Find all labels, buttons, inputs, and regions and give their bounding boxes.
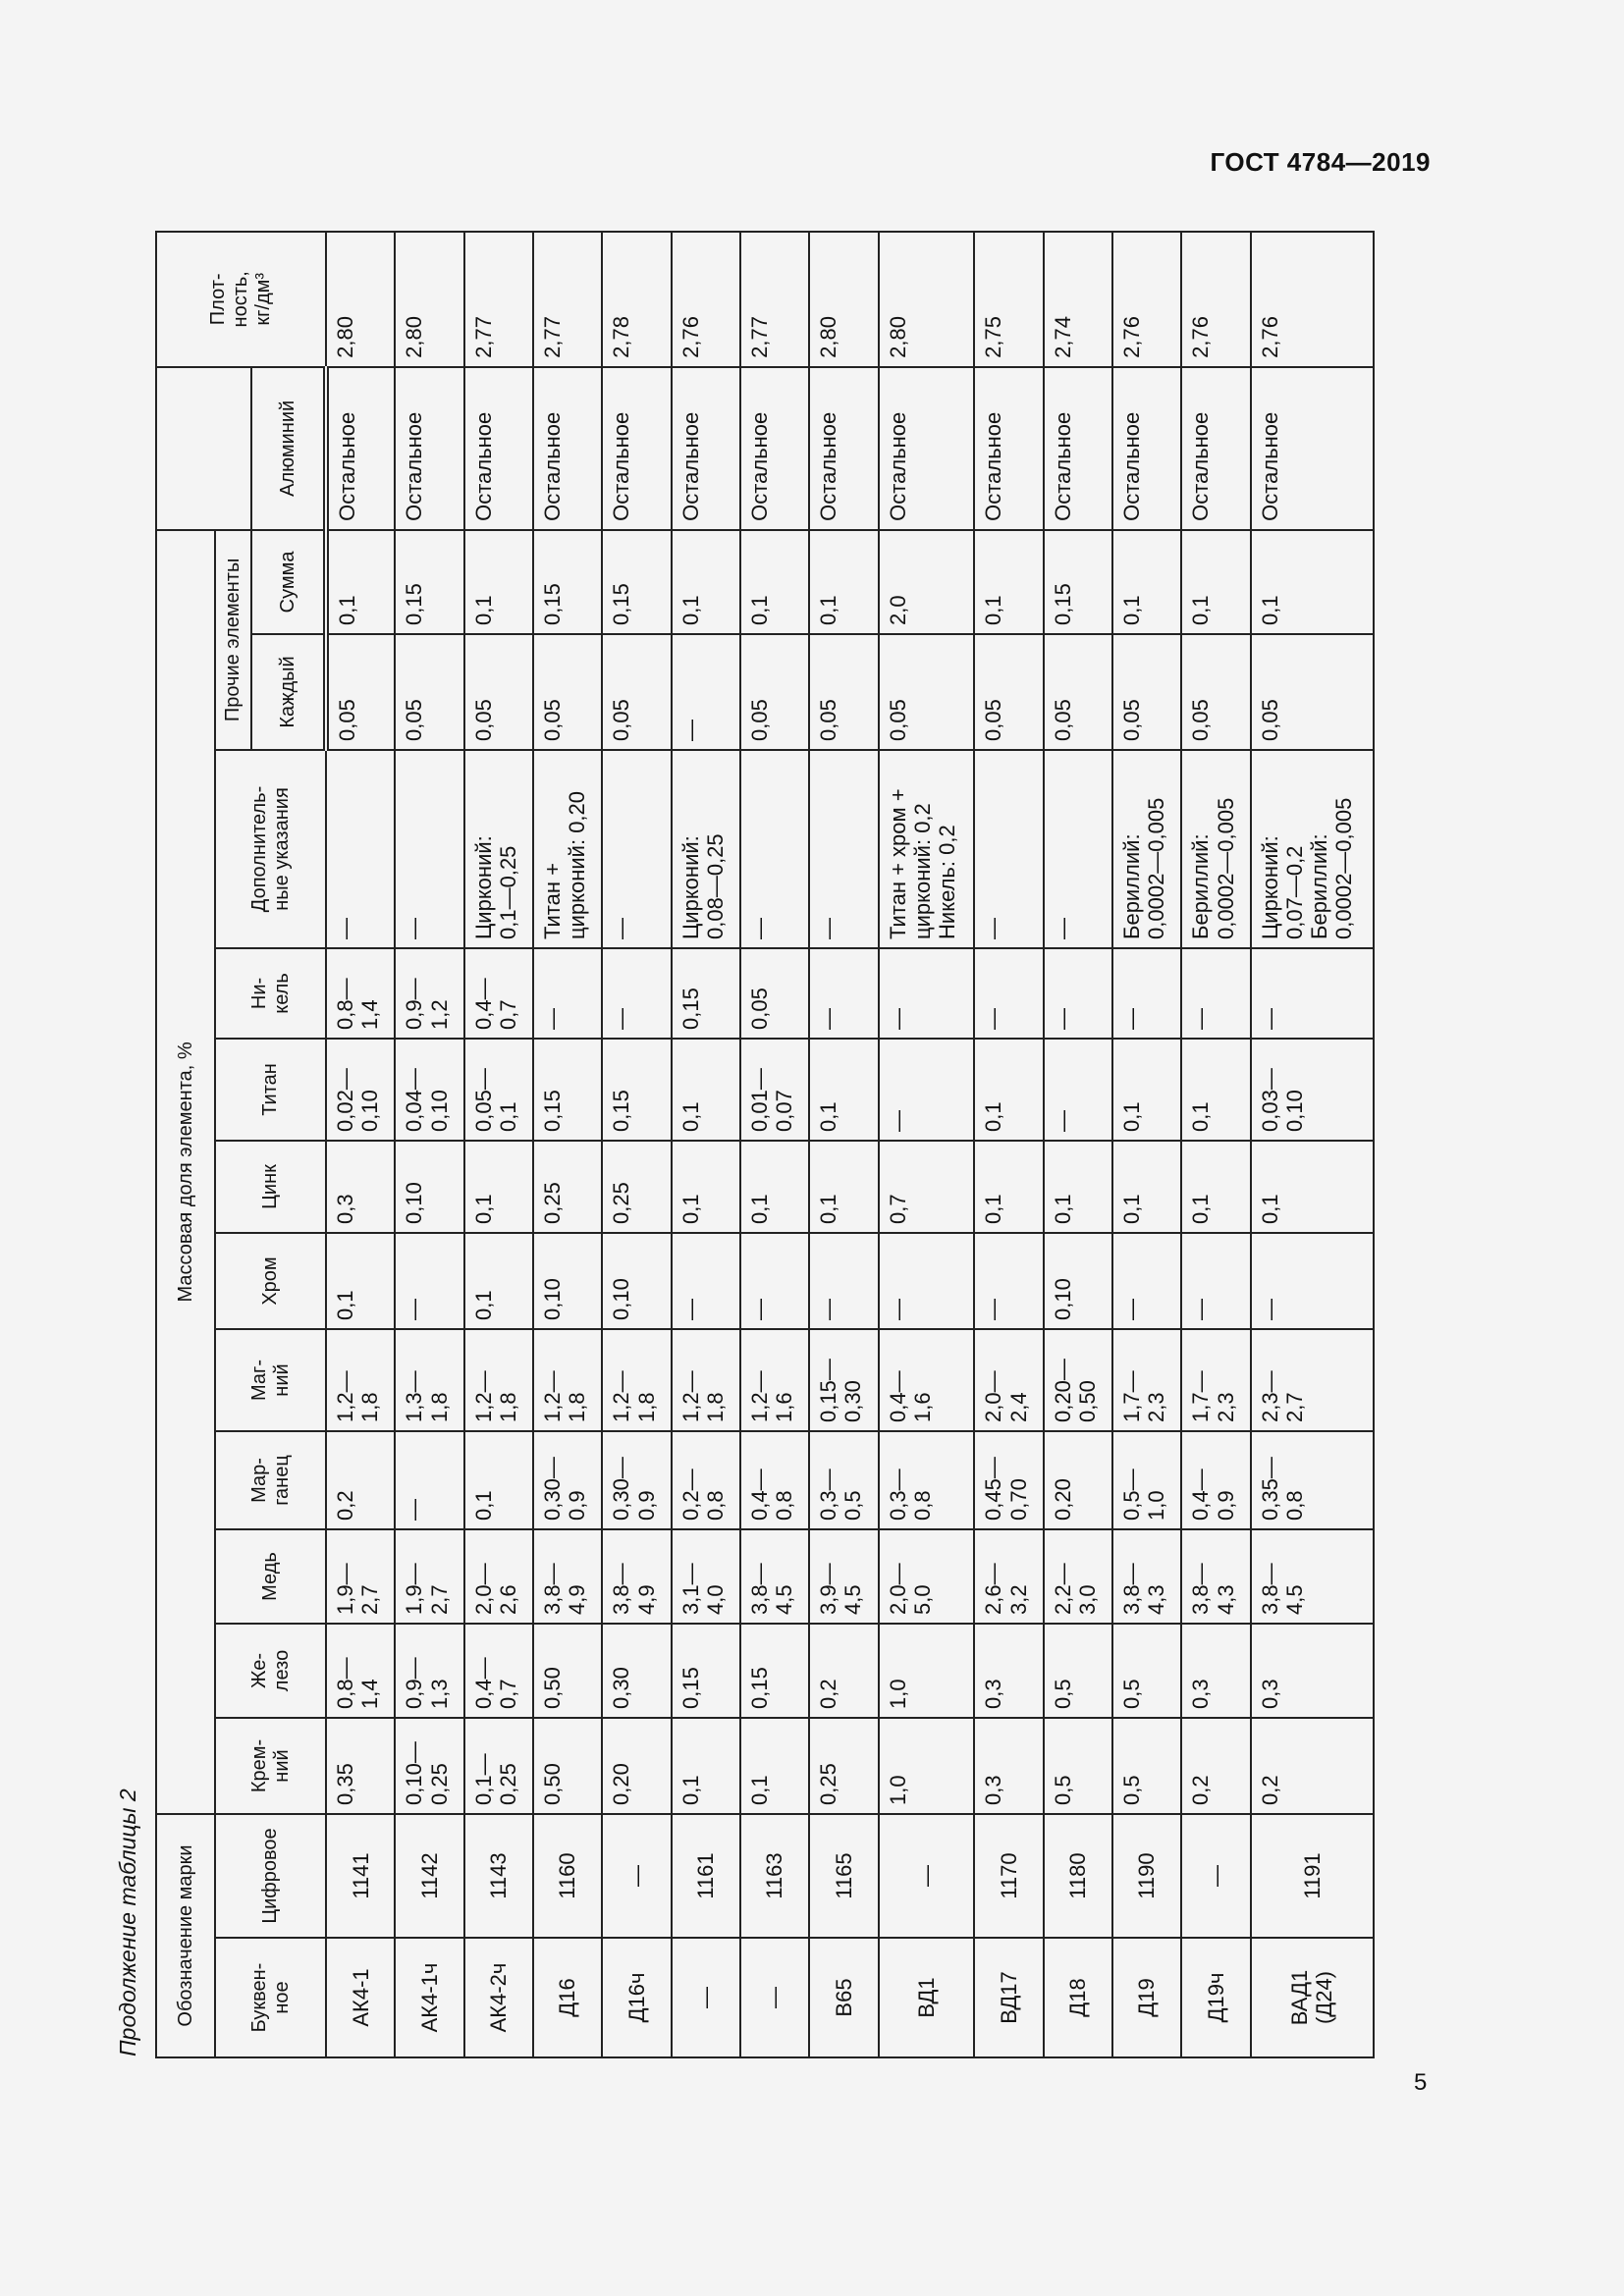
digital-cell: 1191 xyxy=(1251,1814,1374,1938)
other-sum-cell: 0,1 xyxy=(1251,530,1374,634)
iron-cell: 0,5 xyxy=(1044,1624,1112,1718)
rotated-table-container xyxy=(155,233,1375,2058)
zinc-cell: 0,1 xyxy=(464,1141,533,1233)
iron-cell: 0,50 xyxy=(533,1624,602,1718)
other-each-cell: 0,05 xyxy=(879,634,975,750)
chromium-cell: — xyxy=(809,1233,878,1329)
magnesium-cell: 2,0— 2,4 xyxy=(974,1329,1043,1431)
zinc-cell: 0,7 xyxy=(879,1141,975,1233)
density-cell: 2,77 xyxy=(533,232,602,367)
magnesium-cell: 1,7— 2,3 xyxy=(1181,1329,1250,1431)
aluminum-cell: Остальное xyxy=(1044,367,1112,530)
letter-cell: ВАД1 (Д24) xyxy=(1251,1938,1374,2057)
density-cell: 2,76 xyxy=(1181,232,1250,367)
nickel-cell: — xyxy=(809,948,878,1039)
copper-cell: 3,8— 4,9 xyxy=(533,1529,602,1624)
other-each-cell: 0,05 xyxy=(740,634,809,750)
iron-cell: 0,3 xyxy=(974,1624,1043,1718)
manganese-cell: 0,3— 0,5 xyxy=(809,1431,878,1529)
silicon-cell: 0,50 xyxy=(533,1718,602,1814)
table-row xyxy=(740,232,809,2057)
aluminum-cell: Остальное xyxy=(809,367,878,530)
density-cell: 2,77 xyxy=(740,232,809,367)
other-each-cell: 0,05 xyxy=(1181,634,1250,750)
letter-cell: Д19 xyxy=(1112,1938,1181,2057)
aluminum-header xyxy=(156,367,251,530)
additional-notes-cell: Бериллий: 0,0002—0,005 xyxy=(1112,750,1181,948)
density-cell: 2,75 xyxy=(974,232,1043,367)
other-sum-cell: 0,1 xyxy=(326,530,395,634)
chromium-cell: — xyxy=(1181,1233,1250,1329)
chromium-header: Хром xyxy=(215,1233,326,1329)
additional-notes-cell: — xyxy=(395,750,463,948)
density-cell: 2,80 xyxy=(809,232,878,367)
density-cell: 2,76 xyxy=(1112,232,1181,367)
table-row xyxy=(326,232,395,2057)
iron-cell: 0,5 xyxy=(1112,1624,1181,1718)
manganese-cell: 0,1 xyxy=(464,1431,533,1529)
copper-cell: 3,1— 4,0 xyxy=(672,1529,740,1624)
table-row xyxy=(1181,232,1250,2057)
silicon-cell: 0,1 xyxy=(672,1718,740,1814)
nickel-cell: 0,9— 1,2 xyxy=(395,948,463,1039)
zinc-cell: 0,1 xyxy=(974,1141,1043,1233)
silicon-cell: 0,5 xyxy=(1112,1718,1181,1814)
table-row xyxy=(602,232,671,2057)
manganese-cell: 0,30— 0,9 xyxy=(533,1431,602,1529)
magnesium-cell: 2,3— 2,7 xyxy=(1251,1329,1374,1431)
titanium-cell: 0,04— 0,10 xyxy=(395,1039,463,1141)
titanium-cell: 0,15 xyxy=(602,1039,671,1141)
additional-notes-cell: — xyxy=(1044,750,1112,948)
additional-notes-cell: — xyxy=(326,750,395,948)
digital-cell: 1190 xyxy=(1112,1814,1181,1938)
magnesium-cell: 1,2— 1,8 xyxy=(464,1329,533,1431)
other-each-header: Каждый xyxy=(251,634,326,750)
silicon-cell: 0,35 xyxy=(326,1718,395,1814)
other-each-cell: 0,05 xyxy=(464,634,533,750)
other-each-cell: 0,05 xyxy=(533,634,602,750)
other-elements-group-header: Прочие элементы xyxy=(215,530,251,750)
digital-cell: 1160 xyxy=(533,1814,602,1938)
additional-notes-cell: — xyxy=(602,750,671,948)
titanium-cell: 0,15 xyxy=(533,1039,602,1141)
additional-notes-cell: — xyxy=(809,750,878,948)
other-sum-cell: 0,1 xyxy=(974,530,1043,634)
aluminum-cell: Остальное xyxy=(1251,367,1374,530)
other-sum-header: Сумма xyxy=(251,530,326,634)
nickel-cell: 0,4— 0,7 xyxy=(464,948,533,1039)
aluminum-cell: Остальное xyxy=(395,367,463,530)
chromium-cell: 0,1 xyxy=(326,1233,395,1329)
silicon-header: Крем- ний xyxy=(215,1718,326,1814)
other-sum-cell: 0,1 xyxy=(809,530,878,634)
chromium-cell: — xyxy=(974,1233,1043,1329)
silicon-cell: 0,1— 0,25 xyxy=(464,1718,533,1814)
silicon-cell: 0,2 xyxy=(1251,1718,1374,1814)
magnesium-cell: 1,2— 1,8 xyxy=(672,1329,740,1431)
copper-cell: 3,8— 4,9 xyxy=(602,1529,671,1624)
copper-cell: 1,9— 2,7 xyxy=(326,1529,395,1624)
additional-notes-cell: — xyxy=(974,750,1043,948)
chromium-cell: 0,10 xyxy=(602,1233,671,1329)
titanium-cell: 0,1 xyxy=(809,1039,878,1141)
manganese-cell: 0,35— 0,8 xyxy=(1251,1431,1374,1529)
iron-cell: 0,2 xyxy=(809,1624,878,1718)
copper-header: Медь xyxy=(215,1529,326,1624)
table-row xyxy=(1251,232,1374,2057)
other-each-cell: 0,05 xyxy=(395,634,463,750)
table-row xyxy=(1044,232,1112,2057)
letter-cell: АК4-1 xyxy=(326,1938,395,2057)
manganese-cell: 0,45— 0,70 xyxy=(974,1431,1043,1529)
letter-cell: Д19ч xyxy=(1181,1938,1250,2057)
density-cell: 2,80 xyxy=(395,232,463,367)
silicon-cell: 0,25 xyxy=(809,1718,878,1814)
other-sum-cell: 0,15 xyxy=(533,530,602,634)
aluminum-cell: Остальное xyxy=(974,367,1043,530)
manganese-cell: 0,4— 0,8 xyxy=(740,1431,809,1529)
copper-cell: 2,6— 3,2 xyxy=(974,1529,1043,1624)
table-row xyxy=(464,232,533,2057)
additional-notes-cell: Титан + цирконий: 0,20 xyxy=(533,750,602,948)
zinc-cell: 0,1 xyxy=(1251,1141,1374,1233)
zinc-cell: 0,1 xyxy=(740,1141,809,1233)
other-each-cell: 0,05 xyxy=(974,634,1043,750)
table-row xyxy=(809,232,878,2057)
copper-cell: 3,8— 4,5 xyxy=(740,1529,809,1624)
digital-cell: — xyxy=(602,1814,671,1938)
aluminum-cell: Остальное xyxy=(326,367,395,530)
copper-cell: 2,2— 3,0 xyxy=(1044,1529,1112,1624)
table-row xyxy=(672,232,740,2057)
chromium-cell: — xyxy=(672,1233,740,1329)
chromium-cell: 0,10 xyxy=(1044,1233,1112,1329)
iron-cell: 0,3 xyxy=(1251,1624,1374,1718)
magnesium-cell: 1,2— 1,8 xyxy=(326,1329,395,1431)
digital-designation-header: Цифровое xyxy=(215,1814,326,1938)
digital-cell: 1163 xyxy=(740,1814,809,1938)
silicon-cell: 0,1 xyxy=(740,1718,809,1814)
digital-cell: 1142 xyxy=(395,1814,463,1938)
magnesium-cell: 0,20— 0,50 xyxy=(1044,1329,1112,1431)
letter-cell: — xyxy=(672,1938,740,2057)
zinc-cell: 0,10 xyxy=(395,1141,463,1233)
iron-cell: 0,4— 0,7 xyxy=(464,1624,533,1718)
digital-cell: 1165 xyxy=(809,1814,878,1938)
zinc-cell: 0,25 xyxy=(533,1141,602,1233)
table-caption: Продолжение таблицы 2 xyxy=(115,1789,140,2056)
density-header: Плот- ность, кг/дм³ xyxy=(156,232,326,367)
digital-cell: 1141 xyxy=(326,1814,395,1938)
manganese-cell: 0,3— 0,8 xyxy=(879,1431,975,1529)
nickel-header: Ни- кель xyxy=(215,948,326,1039)
aluminum-cell: Остальное xyxy=(879,367,975,530)
titanium-header: Титан xyxy=(215,1039,326,1141)
silicon-cell: 0,3 xyxy=(974,1718,1043,1814)
digital-cell: 1161 xyxy=(672,1814,740,1938)
silicon-cell: 0,2 xyxy=(1181,1718,1250,1814)
manganese-header: Мар- ганец xyxy=(215,1431,326,1529)
digital-cell: 1170 xyxy=(974,1814,1043,1938)
other-sum-cell: 0,15 xyxy=(395,530,463,634)
other-each-cell: 0,05 xyxy=(602,634,671,750)
aluminum-cell: Остальное xyxy=(602,367,671,530)
zinc-cell: 0,3 xyxy=(326,1141,395,1233)
zinc-cell: 0,25 xyxy=(602,1141,671,1233)
nickel-cell: — xyxy=(1181,948,1250,1039)
iron-cell: 0,8— 1,4 xyxy=(326,1624,395,1718)
letter-cell: В65 xyxy=(809,1938,878,2057)
table-row xyxy=(974,232,1043,2057)
magnesium-cell: 1,2— 1,8 xyxy=(602,1329,671,1431)
other-each-cell: — xyxy=(672,634,740,750)
aluminum-cell: Остальное xyxy=(533,367,602,530)
other-each-cell: 0,05 xyxy=(1251,634,1374,750)
additional-notes-cell: Титан + хром + цирконий: 0,2 Никель: 0,2 xyxy=(879,750,975,948)
other-sum-cell: 2,0 xyxy=(879,530,975,634)
other-sum-cell: 0,1 xyxy=(740,530,809,634)
silicon-cell: 0,5 xyxy=(1044,1718,1112,1814)
zinc-cell: 0,1 xyxy=(809,1141,878,1233)
zinc-cell: 0,1 xyxy=(1044,1141,1112,1233)
other-sum-cell: 0,15 xyxy=(1044,530,1112,634)
magnesium-cell: 0,4— 1,6 xyxy=(879,1329,975,1431)
additional-notes-cell: Бериллий: 0,0002—0,005 xyxy=(1181,750,1250,948)
density-cell: 2,80 xyxy=(326,232,395,367)
iron-cell: 0,15 xyxy=(672,1624,740,1718)
density-cell: 2,76 xyxy=(1251,232,1374,367)
chromium-cell: 0,10 xyxy=(533,1233,602,1329)
digital-cell: 1180 xyxy=(1044,1814,1112,1938)
table-row xyxy=(395,232,463,2057)
titanium-cell: — xyxy=(879,1039,975,1141)
chromium-cell: — xyxy=(879,1233,975,1329)
other-each-cell: 0,05 xyxy=(1044,634,1112,750)
digital-cell: — xyxy=(879,1814,975,1938)
letter-cell: АК4-2ч xyxy=(464,1938,533,2057)
additional-notes-cell: — xyxy=(740,750,809,948)
other-sum-cell: 0,15 xyxy=(602,530,671,634)
other-each-cell: 0,05 xyxy=(326,634,395,750)
density-cell: 2,74 xyxy=(1044,232,1112,367)
table-row xyxy=(1112,232,1181,2057)
magnesium-cell: 0,15— 0,30 xyxy=(809,1329,878,1431)
nickel-cell: 0,05 xyxy=(740,948,809,1039)
nickel-cell: — xyxy=(879,948,975,1039)
aluminum-cell: Остальное xyxy=(1181,367,1250,530)
nickel-cell: 0,15 xyxy=(672,948,740,1039)
copper-cell: 3,8— 4,5 xyxy=(1251,1529,1374,1624)
nickel-cell: 0,8— 1,4 xyxy=(326,948,395,1039)
zinc-cell: 0,1 xyxy=(1181,1141,1250,1233)
titanium-cell: 0,1 xyxy=(974,1039,1043,1141)
copper-cell: 3,8— 4,3 xyxy=(1181,1529,1250,1624)
other-sum-cell: 0,1 xyxy=(1181,530,1250,634)
letter-cell: Д16ч xyxy=(602,1938,671,2057)
manganese-cell: 0,20 xyxy=(1044,1431,1112,1529)
magnesium-header: Маг- ний xyxy=(215,1329,326,1431)
titanium-cell: 0,1 xyxy=(1181,1039,1250,1141)
aluminum-cell: Остальное xyxy=(464,367,533,530)
copper-cell: 2,0— 5,0 xyxy=(879,1529,975,1624)
other-sum-cell: 0,1 xyxy=(1112,530,1181,634)
designation-group-header: Обозначение марки xyxy=(156,1814,215,2057)
silicon-cell: 1,0 xyxy=(879,1718,975,1814)
manganese-cell: 0,4— 0,9 xyxy=(1181,1431,1250,1529)
zinc-header: Цинк xyxy=(215,1141,326,1233)
magnesium-cell: 1,2— 1,8 xyxy=(533,1329,602,1431)
chromium-cell: — xyxy=(395,1233,463,1329)
iron-cell: 0,15 xyxy=(740,1624,809,1718)
letter-cell: Д18 xyxy=(1044,1938,1112,2057)
letter-cell: ВД17 xyxy=(974,1938,1043,2057)
other-each-cell: 0,05 xyxy=(1112,634,1181,750)
copper-cell: 3,9— 4,5 xyxy=(809,1529,878,1624)
chromium-cell: — xyxy=(740,1233,809,1329)
magnesium-cell: 1,2— 1,6 xyxy=(740,1329,809,1431)
copper-cell: 3,8— 4,3 xyxy=(1112,1529,1181,1624)
digital-cell: — xyxy=(1181,1814,1250,1938)
manganese-cell: 0,30— 0,9 xyxy=(602,1431,671,1529)
additional-notes-header: Дополнитель- ные указания xyxy=(215,750,326,948)
titanium-cell: — xyxy=(1044,1039,1112,1141)
density-cell: 2,80 xyxy=(879,232,975,367)
density-cell: 2,77 xyxy=(464,232,533,367)
table-row xyxy=(879,232,975,2057)
table-row xyxy=(533,232,602,2057)
magnesium-cell: 1,3— 1,8 xyxy=(395,1329,463,1431)
letter-designation-header: Буквен- ное xyxy=(215,1938,326,2057)
iron-header: Же- лезо xyxy=(215,1624,326,1718)
manganese-cell: 0,2— 0,8 xyxy=(672,1431,740,1529)
titanium-cell: 0,05— 0,1 xyxy=(464,1039,533,1141)
chromium-cell: — xyxy=(1112,1233,1181,1329)
document-id: ГОСТ 4784—2019 xyxy=(1210,147,1431,177)
other-each-cell: 0,05 xyxy=(809,634,878,750)
aluminum-cell: Остальное xyxy=(1112,367,1181,530)
iron-cell: 1,0 xyxy=(879,1624,975,1718)
nickel-cell: — xyxy=(602,948,671,1039)
page-number: 5 xyxy=(1414,2069,1428,2096)
letter-cell: — xyxy=(740,1938,809,2057)
nickel-cell: — xyxy=(1112,948,1181,1039)
zinc-cell: 0,1 xyxy=(1112,1141,1181,1233)
table-body xyxy=(326,232,1374,2057)
letter-cell: ВД1 xyxy=(879,1938,975,2057)
titanium-cell: 0,03— 0,10 xyxy=(1251,1039,1374,1141)
aluminum-cell: Остальное xyxy=(672,367,740,530)
density-cell: 2,76 xyxy=(672,232,740,367)
iron-cell: 0,3 xyxy=(1181,1624,1250,1718)
nickel-cell: — xyxy=(974,948,1043,1039)
chromium-cell: — xyxy=(1251,1233,1374,1329)
mass-fraction-group-header: Массовая доля элемента, % xyxy=(156,530,215,1814)
titanium-cell: 0,1 xyxy=(1112,1039,1181,1141)
other-sum-cell: 0,1 xyxy=(672,530,740,634)
additional-notes-cell: Цирконий: 0,07—0,2 Бериллий: 0,0002—0,005 xyxy=(1251,750,1374,948)
aluminum-label: Алюминий xyxy=(251,367,326,530)
letter-cell: АК4-1ч xyxy=(395,1938,463,2057)
titanium-cell: 0,01— 0,07 xyxy=(740,1039,809,1141)
iron-cell: 0,9— 1,3 xyxy=(395,1624,463,1718)
letter-cell: Д16 xyxy=(533,1938,602,2057)
iron-cell: 0,30 xyxy=(602,1624,671,1718)
nickel-cell: — xyxy=(1251,948,1374,1039)
silicon-cell: 0,20 xyxy=(602,1718,671,1814)
copper-cell: 2,0— 2,6 xyxy=(464,1529,533,1624)
manganese-cell: — xyxy=(395,1431,463,1529)
additional-notes-cell: Цирконий: 0,1—0,25 xyxy=(464,750,533,948)
chromium-cell: 0,1 xyxy=(464,1233,533,1329)
titanium-cell: 0,02— 0,10 xyxy=(326,1039,395,1141)
magnesium-cell: 1,7— 2,3 xyxy=(1112,1329,1181,1431)
density-cell: 2,78 xyxy=(602,232,671,367)
copper-cell: 1,9— 2,7 xyxy=(395,1529,463,1624)
additional-notes-cell: Цирконий: 0,08—0,25 xyxy=(672,750,740,948)
nickel-cell: — xyxy=(1044,948,1112,1039)
titanium-cell: 0,1 xyxy=(672,1039,740,1141)
composition-table xyxy=(155,231,1375,2058)
manganese-cell: 0,2 xyxy=(326,1431,395,1529)
zinc-cell: 0,1 xyxy=(672,1141,740,1233)
silicon-cell: 0,10— 0,25 xyxy=(395,1718,463,1814)
aluminum-cell: Остальное xyxy=(740,367,809,530)
digital-cell: 1143 xyxy=(464,1814,533,1938)
other-sum-cell: 0,1 xyxy=(464,530,533,634)
manganese-cell: 0,5— 1,0 xyxy=(1112,1431,1181,1529)
nickel-cell: — xyxy=(533,948,602,1039)
